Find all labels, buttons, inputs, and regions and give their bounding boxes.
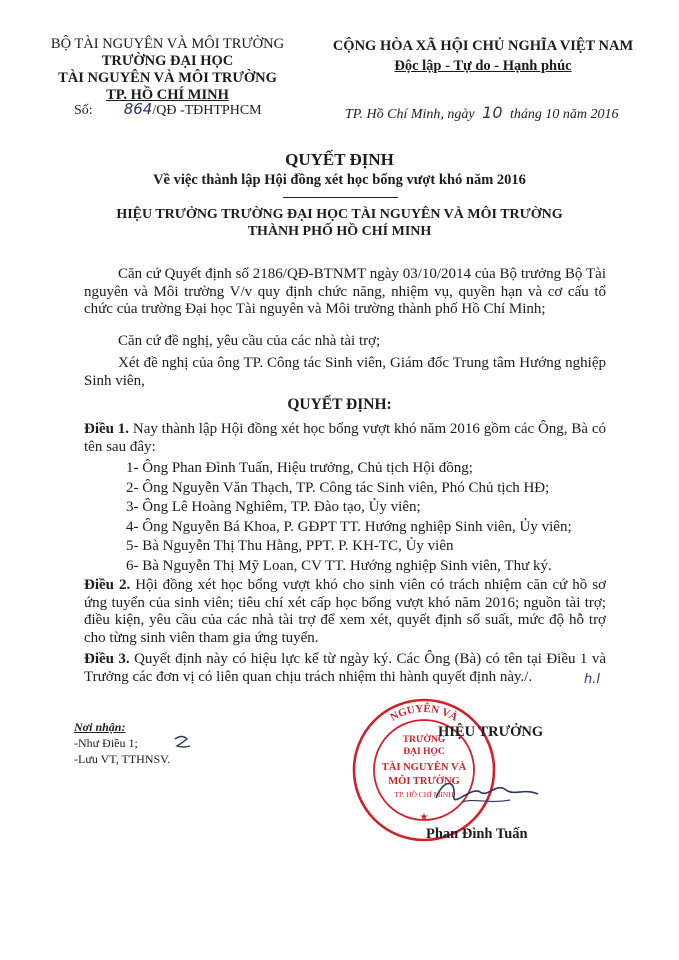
article-3 [84,651,606,686]
number-value: 864 [123,100,153,118]
document-subtitle: Về việc thành lập Hội đồng xét học bổng vượt khó năm 2016 [153,172,526,188]
date-prefix: TP. Hồ Chí Minh, ngày [345,107,475,122]
recipient-item: -Lưu VT, TTHNSV. [74,752,171,766]
list-item: 6- Bà Nguyễn Thị Mỹ Loan, CV TT. Hướng nghiệp Sinh viên, Thư ký. [126,557,552,574]
ministry-name: BỘ TÀI NGUYÊN VÀ MÔI TRƯỜNG [50,36,285,52]
recipients-heading: Nơi nhận: [74,720,126,734]
handwritten-signature [414,768,564,818]
agency-header [40,36,295,104]
recipients-block [74,719,170,767]
list-item: 1- Ông Phan Đình Tuấn, Hiệu trưởng, Chủ tịch Hội đồng; [126,460,473,476]
handwritten-initials: h.l [584,672,600,687]
date-day: 10 [482,103,503,122]
recipient-item: -Như Điều 1; [74,736,138,750]
school-name-line3: TP. HỒ CHÍ MINH [106,87,229,103]
issuer-heading [0,206,679,240]
seal-line: TÀI NGUYÊN VÀ [381,762,467,773]
handwritten-mark [172,734,194,752]
list-item: 4- Ông Nguyễn Bá Khoa, P. GĐPT TT. Hướng nghiệp Sinh viên, Ủy viên; [126,518,572,535]
article-1 [84,421,606,456]
list-item: 5- Bà Nguyễn Thị Thu Hằng, PPT. P. KH-TC, Ủy viên [126,538,454,554]
article-2-text: Hội đồng xét học bổng vượt khó cho sinh viên có trách nhiệm căn cứ hồ sơ ứng tuyển của sinh viên; tiêu chí xét cấp học bổng vượt khó năm 2016; nguồn tài trợ; điều kiện, yêu cầu của các nhà tài trợ để xem xét, quyết định số suất, mức độ hỗ trợ cho từng sinh viên tham gia ứng tuyển. [84,577,607,646]
issuer-line2: THÀNH PHỐ HỒ CHÍ MINH [247,224,432,239]
title-divider [283,197,398,198]
list-item: 2- Ông Nguyễn Văn Thạch, TP. Công tác Sinh viên, Phó Chủ tịch HĐ; [126,479,550,496]
document-title: QUYẾT ĐỊNH [285,150,394,169]
article-1-label: Điều 1. [84,421,130,437]
seal-line: ĐẠI HỌC [403,747,445,757]
school-name-line1: TRƯỜNG ĐẠI HỌC [101,53,234,69]
school-name-line2: TÀI NGUYÊN VÀ MÔI TRƯỜNG [58,70,277,86]
number-label: Số: [74,103,93,118]
date-suffix: tháng 10 năm 2016 [510,107,619,122]
preamble-paragraph-1: Căn cứ Quyết định số 2186/QĐ-BTNMT ngày 03/10/2014 của Bộ trưởng Bộ Tài nguyên và Môi trường V/v quy định chức năng, nhiệm vụ, quyền hạn và cơ cấu tổ chức của trường Đại học Tài nguyên và Môi trường thành phố Hồ Chí Minh; [84,266,606,317]
document-number [74,100,262,119]
issuer-line1: HIỆU TRƯỞNG TRƯỜNG ĐẠI HỌC TÀI NGUYÊN VÀ MÔI TRƯỜNG [116,207,563,222]
article-3-text: Quyết định này có hiệu lực kể từ ngày ký. Các Ông (Bà) có tên tại Điều 1 và Trưởng các đơn vị có liên quan chịu trách nhiệm thi hành quyết định này./. [84,651,606,685]
preamble-paragraph-3: Xét đề nghị của ông TP. Công tác Sinh viên, Giám đốc Trung tâm Hướng nghiệp Sinh viên, [84,355,606,389]
signatory-title: HIỆU TRƯỞNG [438,724,544,740]
list-item: 3- Ông Lê Hoàng Nghiêm, TP. Đào tạo, Ủy viên; [126,499,421,515]
seal-line: TP. HỒ CHÍ MINH [394,790,454,799]
national-motto: Độc lập - Tự do - Hạnh phúc [394,58,572,74]
signatory-name: Phan Đình Tuấn [426,826,528,842]
preamble-paragraph-2: Căn cứ đề nghị, yêu cầu của các nhà tài trợ; [118,333,381,349]
decision-heading: QUYẾT ĐỊNH: [287,396,392,413]
article-3-label: Điều 3. [84,651,130,667]
article-2-label: Điều 2. [84,577,131,593]
country-name: CỘNG HÒA XÃ HỘI CHỦ NGHĨA VIỆT NAM [332,38,634,54]
star-icon: ★ [419,812,429,823]
article-1-text: Nay thành lập Hội đồng xét học bổng vượt khó năm 2016 gồm các Ông, Bà có tên sau đây: [84,421,606,455]
article-2 [84,577,606,647]
issue-date [345,103,619,123]
national-header [318,36,648,76]
member-list [126,459,606,576]
seal-ring-text: NGUYÊN VÀ [388,702,460,724]
seal-line: MÔI TRƯỜNG [388,776,460,787]
seal-line: TRƯỜNG [402,735,446,745]
number-suffix: /QĐ -TĐHTPHCM [152,103,262,118]
